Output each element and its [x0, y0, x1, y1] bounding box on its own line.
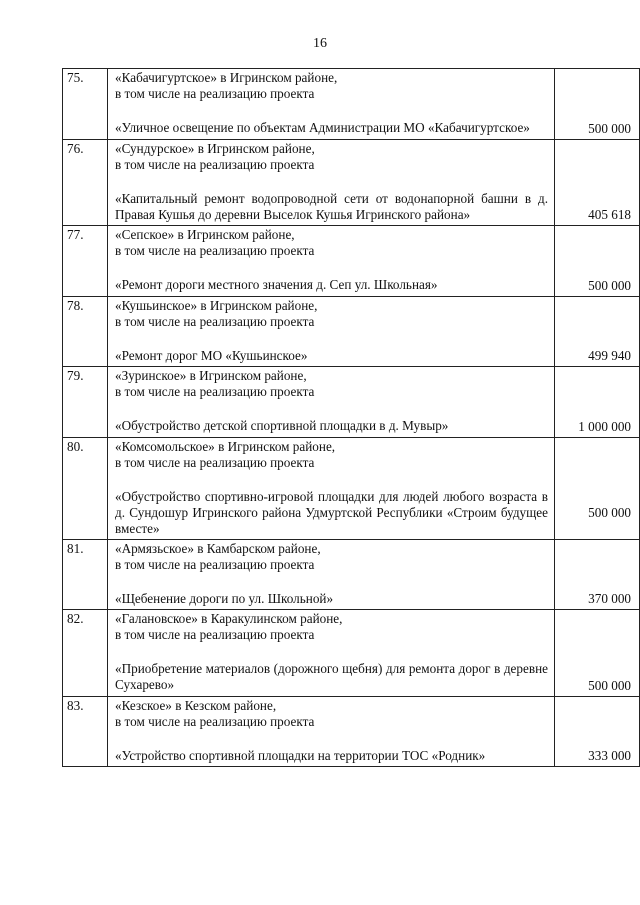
row-number: 81. — [63, 539, 108, 610]
municipality-name: «Галановское» в Каракулинском районе, — [115, 611, 343, 626]
row-amount: 499 940 — [555, 296, 640, 367]
municipality-name: «Сундурское» в Игринском районе, — [115, 140, 315, 156]
page-number: 16 — [313, 36, 327, 51]
row-description — [108, 696, 555, 767]
project-intro: в том числе на реализацию проекта — [115, 86, 315, 101]
municipality-name: «Зуринское» в Игринском районе, — [115, 368, 307, 383]
table-row — [63, 437, 640, 539]
project-title: «Ремонт дорог МО «Кушьинское» — [115, 347, 308, 363]
row-number: 76. — [63, 139, 108, 226]
project-intro: в том числе на реализацию проекта — [115, 313, 315, 329]
row-amount: 370 000 — [555, 539, 640, 610]
row-number: 77. — [63, 226, 108, 297]
table-row — [63, 367, 640, 438]
row-description — [108, 139, 555, 226]
project-title: «Приобретение материалов (дорожного щебня) для ремонта дорог в деревне Сухарево» — [115, 661, 548, 692]
row-description — [108, 367, 555, 438]
row-description — [108, 69, 555, 140]
row-amount: 1 000 000 — [555, 367, 640, 438]
project-intro: в том числе на реализацию проекта — [115, 556, 315, 572]
row-amount: 500 000 — [555, 226, 640, 297]
project-title: «Щебенение дороги по ул. Школьной» — [115, 590, 334, 606]
project-intro: в том числе на реализацию проекта — [115, 243, 315, 258]
row-number: 79. — [63, 367, 108, 438]
project-intro: в том числе на реализацию проекта — [115, 384, 315, 399]
row-amount: 500 000 — [555, 437, 640, 539]
row-amount: 500 000 — [555, 610, 640, 697]
row-number: 83. — [63, 696, 108, 767]
project-title: «Ремонт дороги местного значения д. Сеп ул. Школьная» — [115, 277, 438, 292]
row-description — [108, 437, 555, 539]
municipality-name: «Армязьское» в Камбарском районе, — [115, 540, 321, 556]
table-row — [63, 696, 640, 767]
table-row — [63, 539, 640, 610]
row-amount: 333 000 — [555, 696, 640, 767]
municipality-name: «Кабачигуртское» в Игринском районе, — [115, 70, 338, 85]
row-amount: 405 618 — [555, 139, 640, 226]
row-amount: 500 000 — [555, 69, 640, 140]
project-intro: в том числе на реализацию проекта — [115, 627, 315, 642]
row-description — [108, 296, 555, 367]
row-description — [108, 610, 555, 697]
table-row — [63, 610, 640, 697]
project-intro: в том числе на реализацию проекта — [115, 713, 315, 729]
project-title: «Капитальный ремонт водопроводной сети от водонапорной башни в д. Правая Кушья до деревни Выселок Кушья Игринского района» — [115, 190, 548, 222]
municipality-name: «Комсомольское» в Игринском районе, — [115, 438, 336, 454]
row-number: 82. — [63, 610, 108, 697]
project-title: «Устройство спортивной площадки на территории ТОС «Родник» — [115, 747, 486, 763]
row-number: 78. — [63, 296, 108, 367]
row-description — [108, 539, 555, 610]
project-title: «Обустройство спортивно-игровой площадки для людей любого возраста в д. Сундошур Игринского района Удмуртской Республики «Строим будущее вместе» — [115, 488, 548, 536]
project-title: «Уличное освещение по объектам Администрации МО «Кабачигуртское» — [115, 120, 530, 135]
row-number: 75. — [63, 69, 108, 140]
table-row — [63, 296, 640, 367]
row-description — [108, 226, 555, 297]
row-number: 80. — [63, 437, 108, 539]
table-row — [63, 226, 640, 297]
project-intro: в том числе на реализацию проекта — [115, 156, 315, 172]
table-row — [63, 69, 640, 140]
project-title: «Обустройство детской спортивной площадки в д. Мувыр» — [115, 418, 449, 433]
municipality-name: «Сепское» в Игринском районе, — [115, 227, 295, 242]
table-row — [63, 139, 640, 226]
budget-table — [62, 68, 640, 767]
municipality-name: «Кезское» в Кезском районе, — [115, 697, 277, 713]
project-intro: в том числе на реализацию проекта — [115, 454, 315, 470]
municipality-name: «Кушьинское» в Игринском районе, — [115, 297, 318, 313]
